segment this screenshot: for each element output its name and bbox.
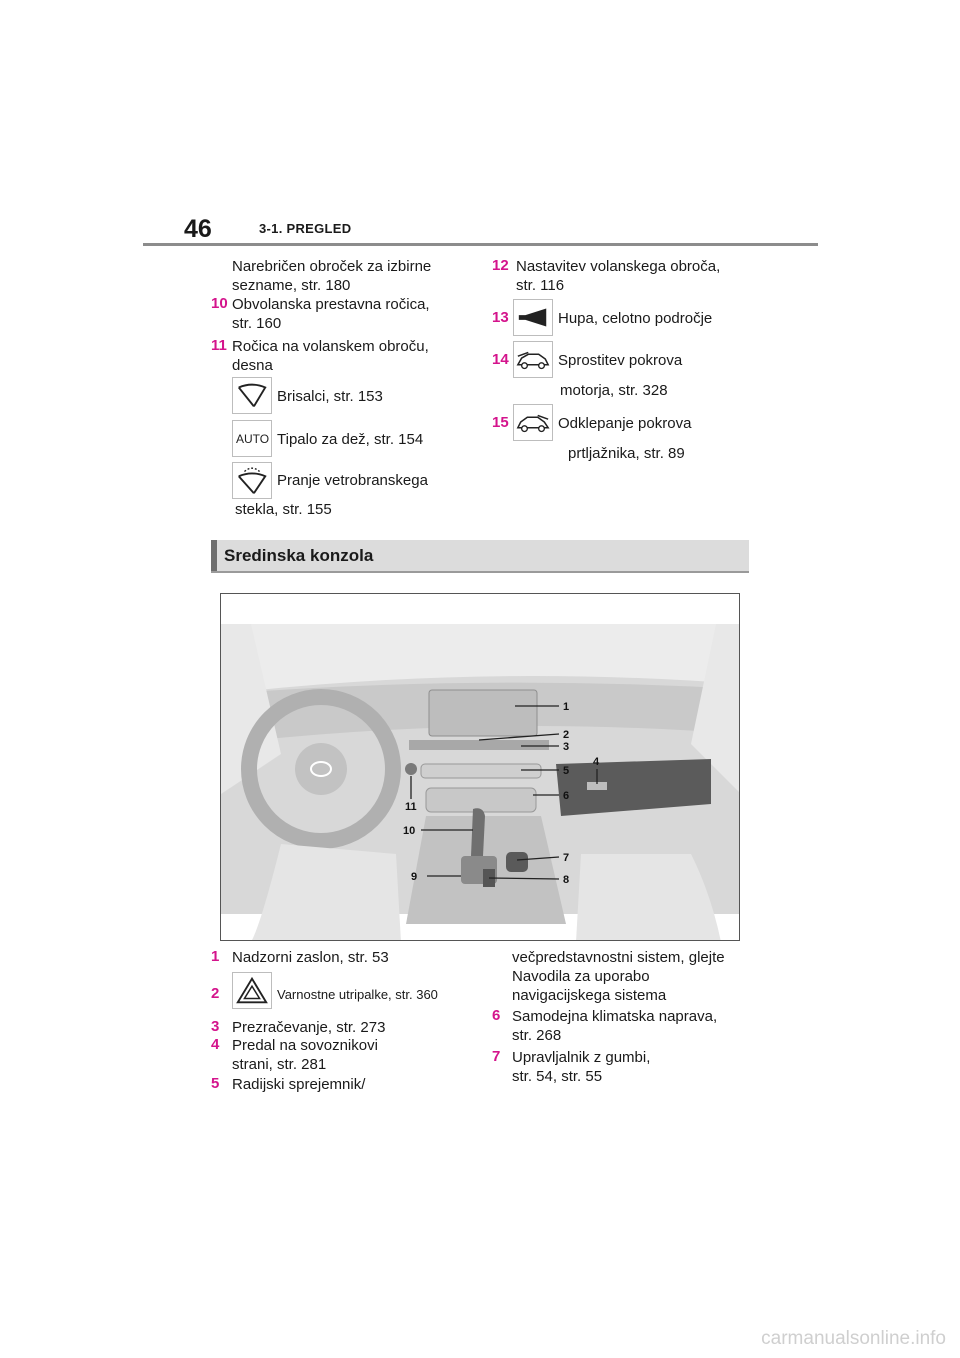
callout-6: 6	[563, 790, 570, 802]
item-3-text: Prezračevanje, str. 273	[232, 1019, 386, 1036]
item-number-11: 11	[211, 337, 227, 354]
item-15-line1: Odklepanje pokrova	[558, 415, 692, 432]
horn-icon	[513, 299, 553, 336]
page-number: 46	[184, 215, 212, 243]
item-12-line2: str. 116	[516, 277, 565, 294]
callout-8: 8	[563, 874, 570, 886]
hood-icon	[513, 341, 553, 378]
item-1-text: Nadzorni zaslon, str. 53	[232, 949, 389, 966]
item-5-continued-line3: navigacijskega sistema	[512, 987, 667, 1004]
callout-2: 2	[563, 729, 570, 741]
section-heading-title: Sredinska konzola	[224, 546, 374, 565]
item-5-continued-line2: Navodila za uporabo	[512, 968, 650, 985]
callout-5: 5	[563, 765, 570, 777]
section-title: 3-1. PREGLED	[259, 221, 352, 236]
item-14-line1: Sprostitev pokrova	[558, 352, 683, 369]
item-number-7: 7	[492, 1048, 501, 1065]
item-14-line2: motorja, str. 328	[560, 382, 668, 399]
rain-sensor-icon-label: AUTO	[236, 432, 270, 446]
item-number-13: 13	[492, 309, 509, 326]
callout-11: 11	[405, 801, 417, 813]
item-10-line2: str. 160	[232, 315, 282, 332]
callout-7: 7	[563, 852, 570, 864]
wiper-text: Brisalci, str. 153	[277, 388, 383, 405]
hazard-icon	[232, 972, 272, 1009]
item-2-text: Varnostne utripalke, str. 360	[277, 987, 438, 1002]
item-number-4: 4	[211, 1036, 220, 1053]
item-4-line1: Predal na sovoznikovi	[232, 1037, 378, 1054]
item-number-10: 10	[211, 295, 228, 312]
item-4-line2: strani, str. 281	[232, 1056, 327, 1073]
washer-text-line2: stekla, str. 155	[235, 501, 332, 518]
callout-3: 3	[563, 741, 570, 753]
section-heading-accent	[211, 540, 217, 571]
callout-10: 10	[403, 825, 416, 837]
rain-sensor-icon	[232, 420, 272, 457]
continued-item-line2: sezname, str. 180	[232, 277, 351, 294]
center-console-illustration	[220, 593, 740, 941]
washer-text-line1: Pranje vetrobranskega	[277, 472, 428, 489]
item-number-5: 5	[211, 1075, 220, 1092]
callout-1: 1	[563, 701, 570, 713]
item-12-line1: Nastavitev volanskega obroča,	[516, 258, 721, 275]
item-number-12: 12	[492, 257, 509, 274]
item-5-continued-line1: večpredstavnostni sistem, glejte	[512, 949, 725, 966]
item-number-1: 1	[211, 948, 220, 965]
item-number-6: 6	[492, 1007, 501, 1024]
item-6-line2: str. 268	[512, 1027, 562, 1044]
callout-4: 4	[593, 756, 600, 768]
continued-item-line1: Narebričen obroček za izbirne	[232, 258, 432, 275]
callout-9: 9	[411, 871, 418, 883]
item-7-line1: Upravljalnik z gumbi,	[512, 1049, 651, 1066]
item-13-text: Hupa, celotno področje	[558, 310, 713, 327]
trunk-icon	[513, 404, 553, 441]
item-number-3: 3	[211, 1018, 220, 1035]
wiper-icon	[232, 377, 272, 414]
section-heading-bar	[211, 540, 749, 573]
watermark: carmanualsonline.info	[761, 1328, 946, 1349]
washer-icon	[232, 462, 272, 499]
item-number-15: 15	[492, 414, 509, 431]
item-number-2: 2	[211, 985, 220, 1002]
center-console-drawing	[221, 594, 740, 941]
item-15-line2: prtljažnika, str. 89	[568, 445, 685, 462]
header-rule	[143, 243, 818, 246]
item-7-line2: str. 54, str. 55	[512, 1068, 603, 1085]
item-5-text: Radijski sprejemnik/	[232, 1076, 366, 1093]
item-11-line2: desna	[232, 357, 273, 374]
item-number-14: 14	[492, 351, 509, 368]
item-11-line1: Ročica na volanskem obroču,	[232, 338, 429, 355]
rain-sensor-text: Tipalo za dež, str. 154	[277, 431, 424, 448]
item-10-line1: Obvolanska prestavna ročica,	[232, 296, 430, 313]
item-6-line1: Samodejna klimatska naprava,	[512, 1008, 718, 1025]
